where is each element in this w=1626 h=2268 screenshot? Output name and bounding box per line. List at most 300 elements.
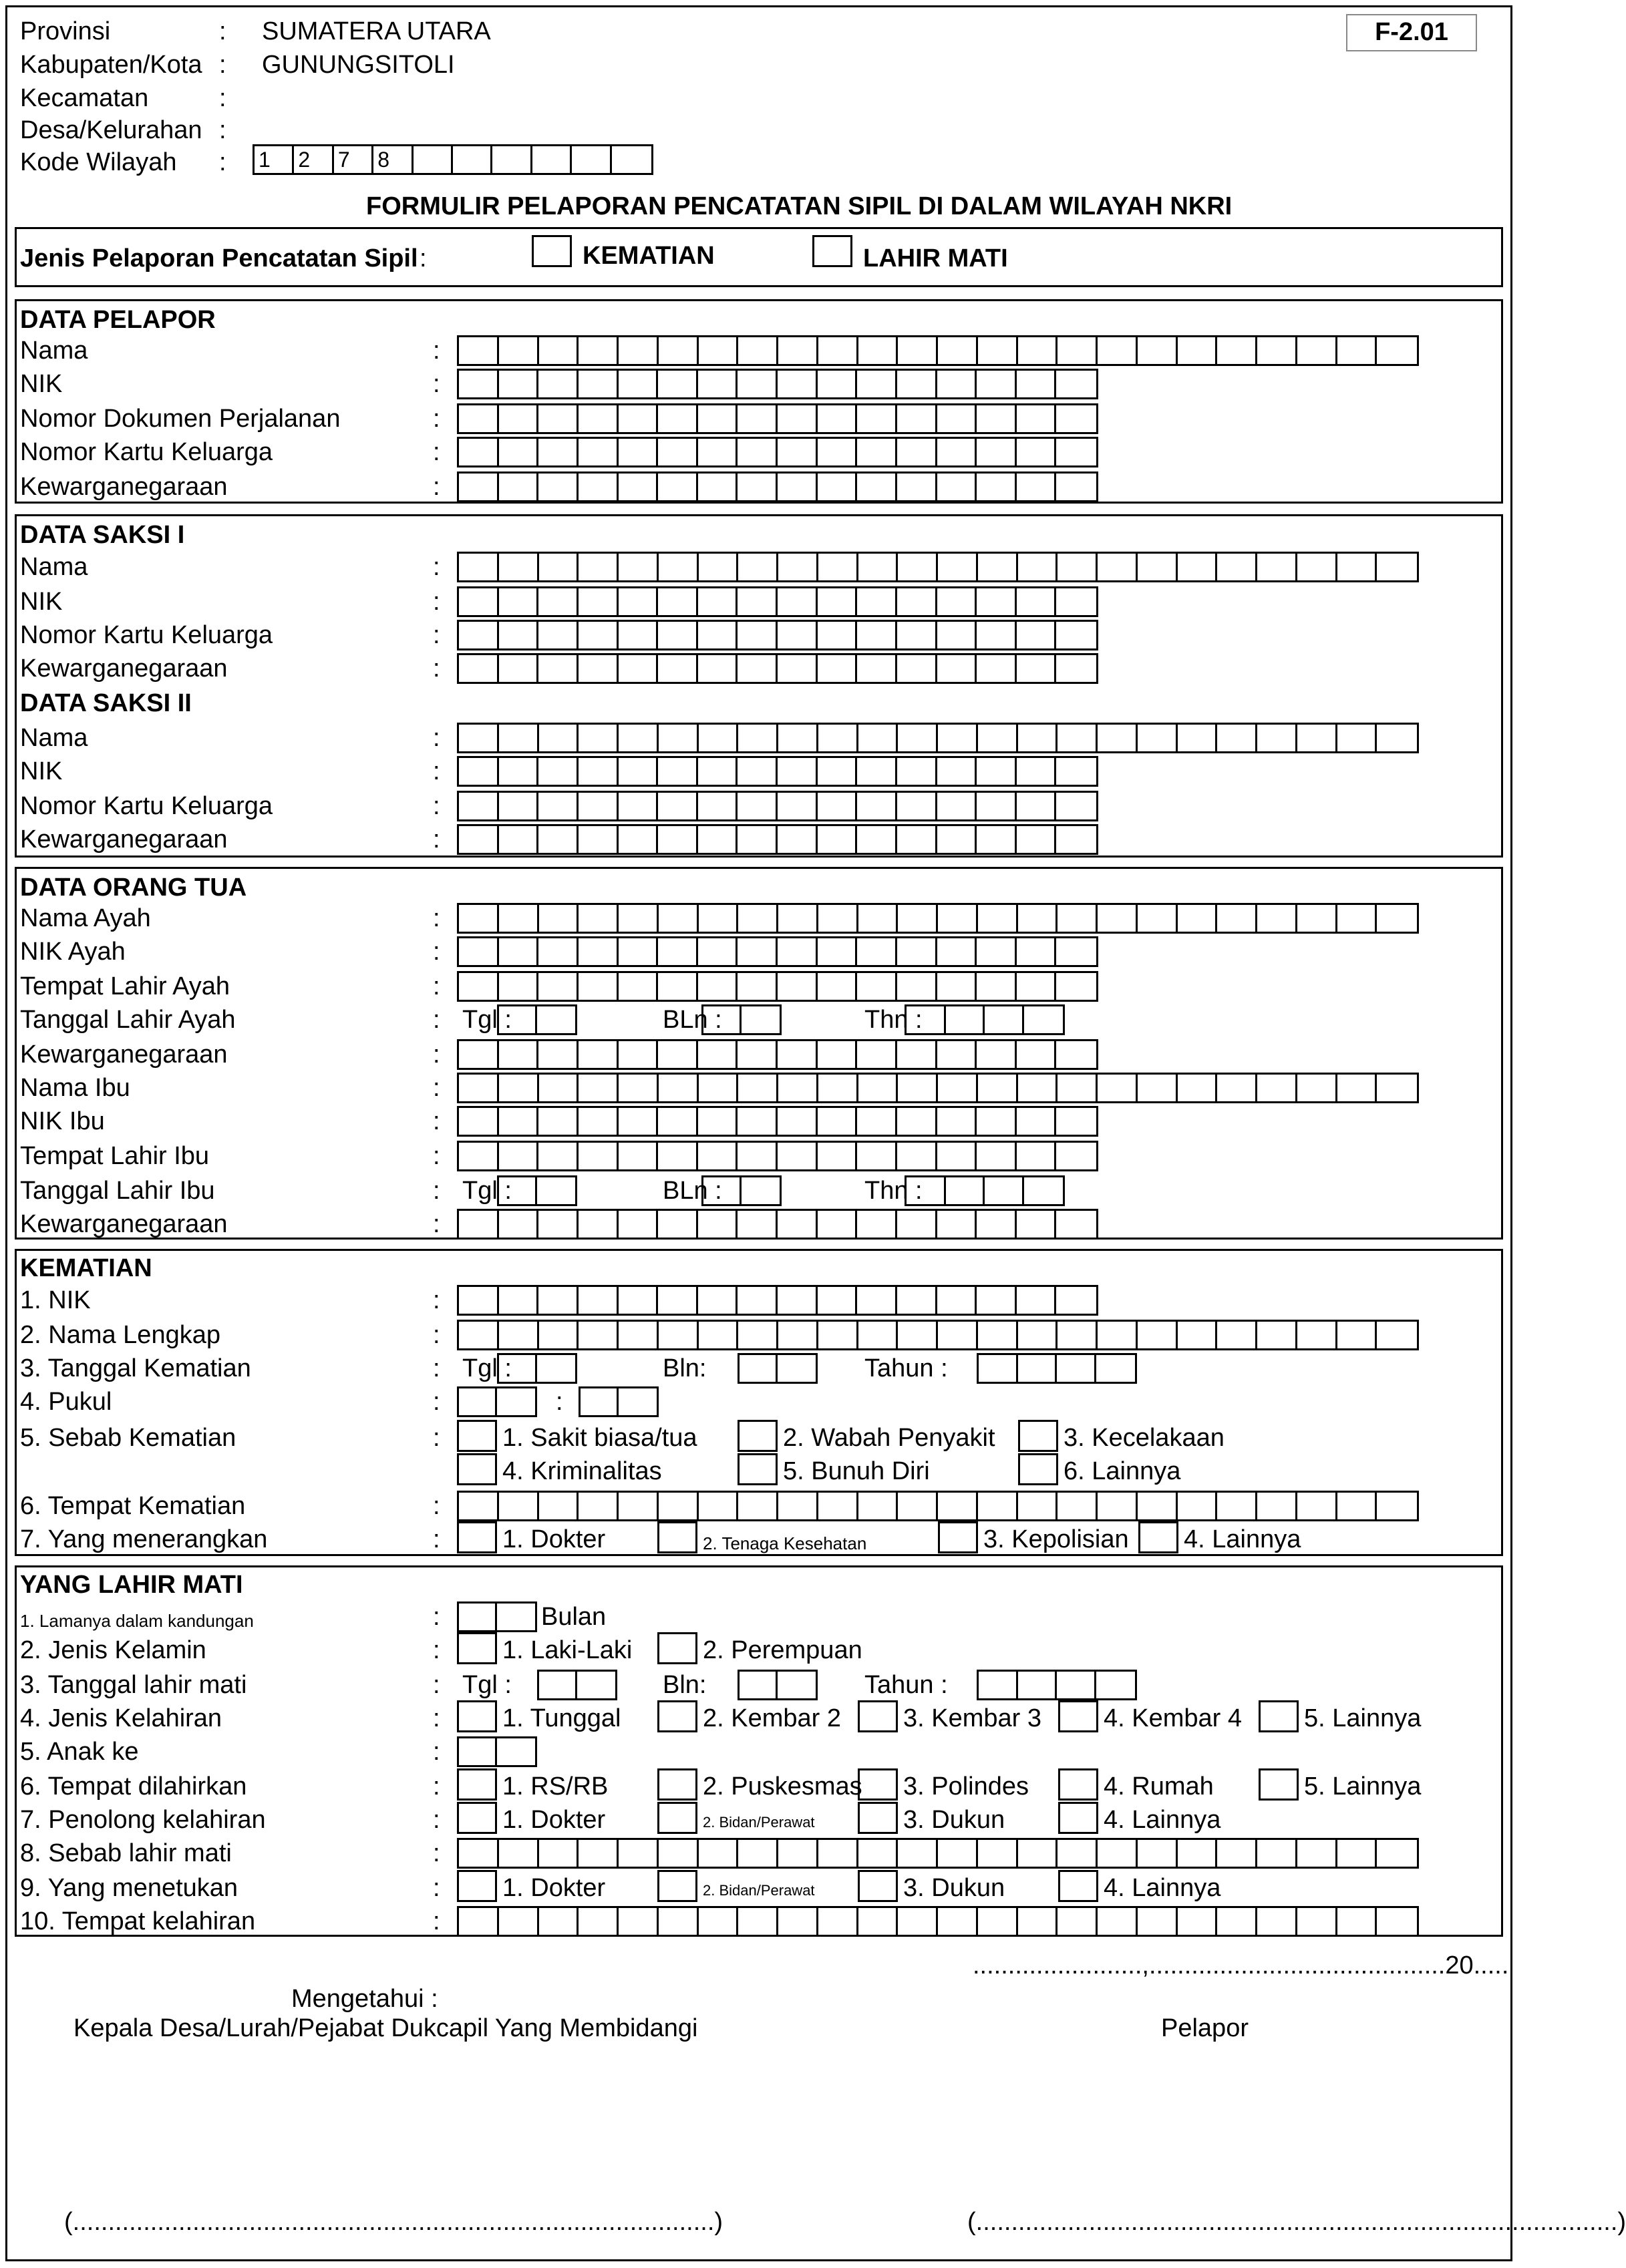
char-box[interactable] <box>1337 1322 1377 1348</box>
char-box[interactable] <box>1056 439 1096 465</box>
char-box[interactable] <box>1178 725 1218 751</box>
char-box[interactable] <box>738 474 778 500</box>
char-box[interactable] <box>978 337 1018 364</box>
char-box[interactable] <box>858 1075 899 1101</box>
char-box[interactable] <box>579 439 619 465</box>
menerangkan-checkbox[interactable] <box>938 1521 978 1553</box>
char-box[interactable] <box>459 337 499 364</box>
char-box[interactable] <box>619 1908 659 1935</box>
char-box[interactable] <box>539 337 579 364</box>
char-box[interactable] <box>937 973 977 1000</box>
kelahiran-checkbox[interactable] <box>457 1700 497 1732</box>
char-box[interactable] <box>1058 1840 1098 1867</box>
char-box[interactable] <box>538 1287 579 1314</box>
char-box[interactable] <box>619 405 659 432</box>
char-box[interactable] <box>619 1287 659 1314</box>
tempat-kelahiran-boxes[interactable] <box>457 1906 1419 1937</box>
char-box[interactable] <box>658 973 698 1000</box>
char-box[interactable] <box>579 405 619 432</box>
char-box[interactable] <box>898 905 938 932</box>
char-box[interactable] <box>1257 1493 1297 1519</box>
char-box[interactable] <box>619 439 659 465</box>
char-box[interactable] <box>738 826 778 853</box>
char-box[interactable] <box>1056 1041 1096 1068</box>
char-box[interactable] <box>619 1143 659 1169</box>
char-box[interactable] <box>818 474 858 500</box>
char-box[interactable] <box>978 1075 1018 1101</box>
char-box[interactable] <box>977 588 1017 615</box>
char-box[interactable] <box>1017 1211 1057 1238</box>
char-box[interactable] <box>619 622 659 648</box>
char-box[interactable] <box>619 1322 659 1348</box>
pelapor-input-boxes[interactable] <box>457 437 1098 467</box>
char-box[interactable] <box>898 1908 938 1935</box>
char-box[interactable] <box>778 1672 816 1698</box>
char-box[interactable] <box>538 973 579 1000</box>
penolong-checkbox[interactable] <box>858 1802 898 1834</box>
char-box[interactable] <box>937 1287 977 1314</box>
char-box[interactable] <box>1337 1908 1377 1935</box>
char-box[interactable] <box>738 1493 778 1519</box>
tempat-kematian-boxes[interactable] <box>457 1491 1419 1521</box>
char-box[interactable] <box>698 622 738 648</box>
char-box[interactable] <box>1017 758 1057 785</box>
char-box[interactable] <box>459 793 499 819</box>
char-box[interactable] <box>579 1493 619 1519</box>
char-box[interactable] <box>698 758 738 785</box>
char-box[interactable] <box>1178 337 1218 364</box>
char-box[interactable] <box>698 588 738 615</box>
char-box[interactable] <box>492 146 532 173</box>
char-box[interactable] <box>459 1287 499 1314</box>
char-box[interactable] <box>577 1672 615 1698</box>
char-box[interactable] <box>818 793 858 819</box>
char-box[interactable] <box>937 1041 977 1068</box>
char-box[interactable] <box>857 938 897 965</box>
char-box[interactable] <box>897 474 937 500</box>
char-box[interactable] <box>1257 337 1297 364</box>
char-box[interactable] <box>898 725 938 751</box>
char-box[interactable] <box>1377 905 1417 932</box>
penolong-checkbox[interactable] <box>457 1802 497 1834</box>
orangtua-input-boxes[interactable] <box>457 1141 1098 1171</box>
char-box[interactable] <box>897 938 937 965</box>
char-box[interactable] <box>897 1143 937 1169</box>
char-box[interactable] <box>778 1211 818 1238</box>
char-box[interactable] <box>937 826 977 853</box>
tempat-checkbox[interactable] <box>858 1768 898 1801</box>
char-box[interactable] <box>1056 1143 1096 1169</box>
char-box[interactable] <box>659 1840 699 1867</box>
orangtua-input-boxes[interactable] <box>457 1039 1098 1070</box>
char-box[interactable] <box>1297 1322 1337 1348</box>
char-box[interactable]: 8 <box>373 146 413 173</box>
char-box[interactable] <box>497 1603 535 1630</box>
char-box[interactable] <box>738 973 778 1000</box>
char-box[interactable] <box>818 826 858 853</box>
char-box[interactable] <box>619 905 659 932</box>
char-box[interactable] <box>537 1006 575 1033</box>
char-box[interactable] <box>1018 1672 1058 1698</box>
bln-boxes[interactable] <box>701 1004 782 1035</box>
char-box[interactable] <box>459 1840 499 1867</box>
char-box[interactable] <box>539 1672 577 1698</box>
sebab-checkbox[interactable] <box>457 1453 497 1485</box>
char-box[interactable] <box>818 1287 858 1314</box>
char-box[interactable] <box>1017 371 1057 397</box>
char-box[interactable] <box>977 1287 1017 1314</box>
char-box[interactable] <box>978 1322 1018 1348</box>
char-box[interactable] <box>897 405 937 432</box>
char-box[interactable] <box>938 905 978 932</box>
char-box[interactable] <box>703 1177 742 1204</box>
char-box[interactable] <box>538 1041 579 1068</box>
char-box[interactable] <box>778 405 818 432</box>
char-box[interactable] <box>1217 725 1257 751</box>
char-box[interactable] <box>698 1287 738 1314</box>
char-box[interactable] <box>1058 725 1098 751</box>
char-box[interactable] <box>937 474 977 500</box>
char-box[interactable] <box>619 973 659 1000</box>
char-box[interactable] <box>818 758 858 785</box>
char-box[interactable] <box>778 1322 818 1348</box>
char-box[interactable] <box>1098 554 1138 580</box>
char-box[interactable] <box>857 622 897 648</box>
char-box[interactable] <box>946 1177 985 1204</box>
char-box[interactable] <box>459 938 499 965</box>
char-box[interactable] <box>499 1287 539 1314</box>
char-box[interactable] <box>738 938 778 965</box>
char-box[interactable] <box>778 1287 818 1314</box>
char-box[interactable] <box>738 371 778 397</box>
char-box[interactable] <box>499 725 539 751</box>
char-box[interactable] <box>1056 371 1096 397</box>
char-box[interactable] <box>1138 554 1178 580</box>
orangtua-input-boxes[interactable] <box>457 1106 1098 1137</box>
char-box[interactable] <box>659 905 699 932</box>
char-box[interactable] <box>619 1211 659 1238</box>
char-box[interactable] <box>1056 655 1096 682</box>
char-box[interactable] <box>937 588 977 615</box>
char-box[interactable] <box>778 758 818 785</box>
char-box[interactable] <box>977 826 1017 853</box>
char-box[interactable] <box>1297 554 1337 580</box>
char-box[interactable] <box>579 793 619 819</box>
char-box[interactable] <box>499 1108 539 1135</box>
char-box[interactable] <box>572 146 611 173</box>
char-box[interactable] <box>699 725 739 751</box>
char-box[interactable] <box>977 1211 1017 1238</box>
char-box[interactable] <box>499 337 539 364</box>
char-box[interactable] <box>937 405 977 432</box>
kematian-nik-boxes[interactable] <box>457 1285 1098 1316</box>
char-box[interactable] <box>579 1287 619 1314</box>
char-box[interactable] <box>619 793 659 819</box>
char-box[interactable] <box>778 1108 818 1135</box>
char-box[interactable] <box>698 371 738 397</box>
char-box[interactable] <box>1057 1355 1096 1382</box>
char-box[interactable] <box>459 1493 499 1519</box>
char-box[interactable] <box>499 1355 537 1382</box>
char-box[interactable] <box>818 405 858 432</box>
char-box[interactable] <box>538 439 579 465</box>
char-box[interactable] <box>1018 1075 1058 1101</box>
char-box[interactable] <box>1017 474 1057 500</box>
char-box[interactable] <box>1217 1075 1257 1101</box>
char-box[interactable] <box>1098 1493 1138 1519</box>
char-box[interactable] <box>499 1840 539 1867</box>
char-box[interactable] <box>738 655 778 682</box>
char-box[interactable] <box>459 554 499 580</box>
char-box[interactable] <box>499 1211 539 1238</box>
char-box[interactable] <box>699 337 739 364</box>
char-box[interactable] <box>699 1840 739 1867</box>
char-box[interactable] <box>579 1322 619 1348</box>
pelapor-input-boxes[interactable] <box>457 471 1098 502</box>
char-box[interactable] <box>499 622 539 648</box>
char-box[interactable] <box>1297 1075 1337 1101</box>
char-box[interactable] <box>1217 337 1257 364</box>
char-box[interactable] <box>858 1322 899 1348</box>
char-box[interactable] <box>539 1840 579 1867</box>
char-box[interactable] <box>499 405 539 432</box>
char-box[interactable] <box>659 554 699 580</box>
kandungan-boxes[interactable] <box>457 1601 537 1632</box>
char-box[interactable] <box>977 655 1017 682</box>
anak-ke-boxes[interactable] <box>457 1736 537 1767</box>
char-box[interactable] <box>1377 1322 1417 1348</box>
char-box[interactable] <box>459 371 499 397</box>
char-box[interactable] <box>778 1041 818 1068</box>
char-box[interactable] <box>538 1211 579 1238</box>
char-box[interactable] <box>778 474 818 500</box>
saksi2-input-boxes[interactable] <box>457 723 1419 753</box>
char-box[interactable] <box>1018 1840 1058 1867</box>
char-box[interactable] <box>537 1355 575 1382</box>
char-box[interactable] <box>499 1041 539 1068</box>
char-box[interactable] <box>778 826 818 853</box>
char-box[interactable] <box>1377 337 1417 364</box>
char-box[interactable] <box>698 655 738 682</box>
char-box[interactable] <box>897 826 937 853</box>
char-box[interactable] <box>1058 1908 1098 1935</box>
char-box[interactable] <box>532 146 572 173</box>
sebab-checkbox[interactable] <box>1018 1453 1058 1485</box>
char-box[interactable] <box>579 337 619 364</box>
char-box[interactable] <box>857 1041 897 1068</box>
char-box[interactable] <box>459 1143 499 1169</box>
char-box[interactable] <box>1377 1908 1417 1935</box>
char-box[interactable] <box>977 405 1017 432</box>
tgl-boxes[interactable] <box>497 1004 577 1035</box>
char-box[interactable] <box>978 905 1018 932</box>
char-box[interactable] <box>1337 1493 1377 1519</box>
char-box[interactable] <box>699 1493 739 1519</box>
char-box[interactable] <box>453 146 492 173</box>
char-box[interactable] <box>858 905 899 932</box>
char-box[interactable] <box>1018 1908 1058 1935</box>
char-box[interactable] <box>1058 1075 1098 1101</box>
char-box[interactable] <box>619 1493 659 1519</box>
char-box[interactable] <box>1017 588 1057 615</box>
char-box[interactable] <box>857 1211 897 1238</box>
char-box[interactable] <box>858 725 899 751</box>
char-box[interactable] <box>459 826 499 853</box>
char-box[interactable] <box>857 1108 897 1135</box>
char-box[interactable] <box>977 1108 1017 1135</box>
char-box[interactable] <box>499 1143 539 1169</box>
char-box[interactable] <box>1337 905 1377 932</box>
kelahiran-checkbox[interactable] <box>1058 1700 1098 1732</box>
char-box[interactable] <box>1056 588 1096 615</box>
char-box[interactable] <box>1017 622 1057 648</box>
char-box[interactable] <box>1058 1493 1098 1519</box>
char-box[interactable] <box>977 1143 1017 1169</box>
tempat-checkbox[interactable] <box>1259 1768 1299 1801</box>
char-box[interactable] <box>898 1840 938 1867</box>
menerangkan-checkbox[interactable] <box>1138 1521 1178 1553</box>
char-box[interactable] <box>1056 405 1096 432</box>
char-box[interactable] <box>579 826 619 853</box>
char-box[interactable] <box>1138 725 1178 751</box>
char-box[interactable] <box>857 758 897 785</box>
char-box[interactable] <box>703 1006 742 1033</box>
tempat-checkbox[interactable] <box>457 1768 497 1801</box>
char-box[interactable] <box>778 1075 818 1101</box>
char-box[interactable] <box>1138 1840 1178 1867</box>
char-box[interactable] <box>1297 725 1337 751</box>
char-box[interactable] <box>698 1211 738 1238</box>
menetukan-checkbox[interactable] <box>657 1870 697 1902</box>
char-box[interactable] <box>818 1075 858 1101</box>
orangtua-input-boxes[interactable] <box>457 1209 1098 1240</box>
char-box[interactable] <box>738 793 778 819</box>
char-box[interactable] <box>579 588 619 615</box>
char-box[interactable] <box>738 554 778 580</box>
sebab-checkbox[interactable] <box>457 1420 497 1452</box>
char-box[interactable] <box>818 439 858 465</box>
char-box[interactable] <box>579 1075 619 1101</box>
char-box[interactable] <box>499 826 539 853</box>
char-box[interactable] <box>579 622 619 648</box>
char-box[interactable]: 2 <box>294 146 333 173</box>
orangtua-input-boxes[interactable] <box>457 936 1098 967</box>
char-box[interactable] <box>937 371 977 397</box>
char-box[interactable] <box>1138 1493 1178 1519</box>
kelamin-checkbox[interactable] <box>457 1632 497 1664</box>
char-box[interactable] <box>499 793 539 819</box>
char-box[interactable] <box>539 905 579 932</box>
char-box[interactable] <box>978 554 1018 580</box>
char-box[interactable] <box>1377 1075 1417 1101</box>
char-box[interactable] <box>1377 1493 1417 1519</box>
char-box[interactable] <box>1017 1041 1057 1068</box>
char-box[interactable] <box>499 474 539 500</box>
char-box[interactable] <box>538 474 579 500</box>
char-box[interactable] <box>1337 1075 1377 1101</box>
char-box[interactable] <box>659 725 699 751</box>
char-box[interactable] <box>979 1672 1018 1698</box>
char-box[interactable] <box>738 588 778 615</box>
char-box[interactable] <box>658 1287 698 1314</box>
char-box[interactable] <box>658 622 698 648</box>
char-box[interactable] <box>459 1322 499 1348</box>
char-box[interactable] <box>1257 1075 1297 1101</box>
char-box[interactable] <box>778 622 818 648</box>
char-box[interactable] <box>937 439 977 465</box>
char-box[interactable] <box>778 371 818 397</box>
char-box[interactable] <box>1098 905 1138 932</box>
char-box[interactable] <box>579 1908 619 1935</box>
pelapor-input-boxes[interactable] <box>457 369 1098 399</box>
char-box[interactable] <box>778 973 818 1000</box>
char-box[interactable] <box>538 405 579 432</box>
char-box[interactable] <box>738 622 778 648</box>
char-box[interactable] <box>579 758 619 785</box>
char-box[interactable] <box>1018 1493 1058 1519</box>
char-box[interactable] <box>1058 554 1098 580</box>
char-box[interactable] <box>738 905 778 932</box>
char-box[interactable] <box>659 337 699 364</box>
char-box[interactable] <box>579 371 619 397</box>
char-box[interactable] <box>619 1840 659 1867</box>
char-box[interactable] <box>738 1908 778 1935</box>
char-box[interactable] <box>659 1493 699 1519</box>
char-box[interactable] <box>1018 905 1058 932</box>
char-box[interactable] <box>619 1388 657 1415</box>
char-box[interactable] <box>1178 1075 1218 1101</box>
char-box[interactable] <box>538 655 579 682</box>
kematian-checkbox[interactable] <box>532 235 572 267</box>
char-box[interactable] <box>619 758 659 785</box>
char-box[interactable] <box>658 938 698 965</box>
char-box[interactable] <box>1018 1355 1058 1382</box>
char-box[interactable] <box>1056 1211 1096 1238</box>
char-box[interactable] <box>858 1908 899 1935</box>
char-box[interactable] <box>978 1493 1018 1519</box>
saksi2-input-boxes[interactable] <box>457 824 1098 855</box>
char-box[interactable] <box>538 793 579 819</box>
char-box[interactable] <box>907 1177 946 1204</box>
char-box[interactable] <box>499 554 539 580</box>
char-box[interactable] <box>818 725 858 751</box>
char-box[interactable] <box>1018 337 1058 364</box>
char-box[interactable] <box>1257 1908 1297 1935</box>
char-box[interactable] <box>1056 1108 1096 1135</box>
char-box[interactable] <box>1056 622 1096 648</box>
char-box[interactable] <box>1377 554 1417 580</box>
char-box[interactable] <box>977 371 1017 397</box>
char-box[interactable] <box>698 973 738 1000</box>
char-box[interactable] <box>938 1322 978 1348</box>
char-box[interactable] <box>1018 725 1058 751</box>
char-box[interactable] <box>1257 554 1297 580</box>
char-box[interactable] <box>977 758 1017 785</box>
kelahiran-checkbox[interactable] <box>657 1700 697 1732</box>
char-box[interactable] <box>1217 554 1257 580</box>
char-box[interactable] <box>818 337 858 364</box>
char-box[interactable] <box>1217 1908 1257 1935</box>
char-box[interactable] <box>499 973 539 1000</box>
char-box[interactable] <box>619 938 659 965</box>
char-box[interactable] <box>938 725 978 751</box>
char-box[interactable] <box>459 1603 497 1630</box>
char-box[interactable] <box>857 474 897 500</box>
char-box[interactable] <box>858 1493 899 1519</box>
char-box[interactable] <box>897 1041 937 1068</box>
char-box[interactable] <box>1056 1287 1096 1314</box>
char-box[interactable] <box>1057 1672 1096 1698</box>
